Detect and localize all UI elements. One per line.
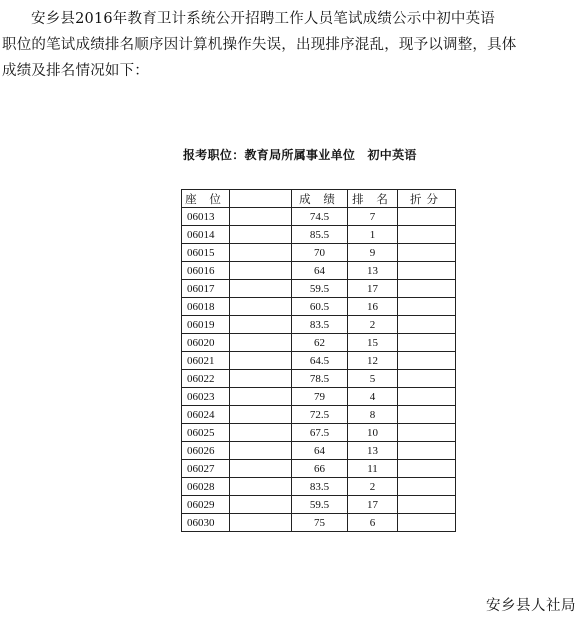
- name-cell-redacted: [230, 244, 292, 262]
- score-cell: 70: [292, 244, 348, 262]
- seat-cell: 06028: [182, 478, 230, 496]
- rank-cell: 10: [348, 424, 398, 442]
- score-cell: 59.5: [292, 496, 348, 514]
- adjusted-score-cell: [398, 352, 456, 370]
- rank-cell: 2: [348, 478, 398, 496]
- adjusted-score-cell: [398, 244, 456, 262]
- name-cell-redacted: [230, 388, 292, 406]
- name-cell-redacted: [230, 334, 292, 352]
- adjusted-score-cell: [398, 370, 456, 388]
- table-row: [182, 316, 456, 334]
- score-cell: 74.5: [292, 208, 348, 226]
- score-table: [181, 189, 456, 532]
- table-row: [182, 352, 456, 370]
- score-cell: 67.5: [292, 424, 348, 442]
- score-cell: 59.5: [292, 280, 348, 298]
- header-name-redacted: [230, 190, 292, 208]
- score-cell: 72.5: [292, 406, 348, 424]
- header-rank: 排 名: [348, 190, 398, 208]
- seat-cell: 06030: [182, 514, 230, 532]
- adjusted-score-cell: [398, 406, 456, 424]
- score-cell: 64.5: [292, 352, 348, 370]
- table-row: [182, 262, 456, 280]
- seat-cell: 06014: [182, 226, 230, 244]
- table-row: [182, 388, 456, 406]
- notice-intro: [2, 6, 582, 84]
- name-cell-redacted: [230, 370, 292, 388]
- rank-cell: 6: [348, 514, 398, 532]
- table-row: [182, 442, 456, 460]
- rank-cell: 16: [348, 298, 398, 316]
- rank-cell: 4: [348, 388, 398, 406]
- table-row: [182, 208, 456, 226]
- seat-cell: 06018: [182, 298, 230, 316]
- adjusted-score-cell: [398, 298, 456, 316]
- score-cell: 75: [292, 514, 348, 532]
- intro-line-1: 安乡县2016年教育卫计系统公开招聘工作人员笔试成绩公示中初中英语: [31, 11, 495, 27]
- rank-cell: 15: [348, 334, 398, 352]
- score-table-body: [182, 208, 456, 532]
- table-row: [182, 496, 456, 514]
- intro-line-3: 成绩及排名情况如下：: [2, 63, 149, 79]
- table-row: [182, 226, 456, 244]
- adjusted-score-cell: [398, 478, 456, 496]
- name-cell-redacted: [230, 496, 292, 514]
- name-cell-redacted: [230, 208, 292, 226]
- seat-cell: 06023: [182, 388, 230, 406]
- name-cell-redacted: [230, 406, 292, 424]
- rank-cell: 1: [348, 226, 398, 244]
- adjusted-score-cell: [398, 496, 456, 514]
- name-cell-redacted: [230, 298, 292, 316]
- name-cell-redacted: [230, 460, 292, 478]
- header-seat: 座 位: [182, 190, 230, 208]
- seat-cell: 06020: [182, 334, 230, 352]
- score-cell: 83.5: [292, 316, 348, 334]
- seat-cell: 06016: [182, 262, 230, 280]
- rank-cell: 2: [348, 316, 398, 334]
- seat-cell: 06027: [182, 460, 230, 478]
- rank-cell: 12: [348, 352, 398, 370]
- rank-cell: 13: [348, 262, 398, 280]
- seat-cell: 06025: [182, 424, 230, 442]
- seat-cell: 06021: [182, 352, 230, 370]
- score-cell: 83.5: [292, 478, 348, 496]
- score-cell: 64: [292, 262, 348, 280]
- table-row: [182, 244, 456, 262]
- adjusted-score-cell: [398, 424, 456, 442]
- name-cell-redacted: [230, 424, 292, 442]
- adjusted-score-cell: [398, 262, 456, 280]
- adjusted-score-cell: [398, 280, 456, 298]
- rank-cell: 8: [348, 406, 398, 424]
- signoff: 安乡县人社局: [486, 598, 576, 614]
- header-adjusted-score: 折分: [398, 190, 456, 208]
- seat-cell: 06019: [182, 316, 230, 334]
- intro-line-2: 职位的笔试成绩排名顺序因计算机操作失误，出现排序混乱，现予以调整，具体: [2, 37, 517, 53]
- table-row: [182, 334, 456, 352]
- seat-cell: 06015: [182, 244, 230, 262]
- table-row: [182, 478, 456, 496]
- seat-cell: 06024: [182, 406, 230, 424]
- table-row: [182, 370, 456, 388]
- adjusted-score-cell: [398, 316, 456, 334]
- name-cell-redacted: [230, 442, 292, 460]
- seat-cell: 06017: [182, 280, 230, 298]
- table-title: 报考职位：教育局所属事业单位 初中英语: [183, 148, 417, 162]
- seat-cell: 06013: [182, 208, 230, 226]
- adjusted-score-cell: [398, 226, 456, 244]
- rank-cell: 7: [348, 208, 398, 226]
- table-header-row: [182, 190, 456, 208]
- rank-cell: 9: [348, 244, 398, 262]
- rank-cell: 17: [348, 280, 398, 298]
- name-cell-redacted: [230, 226, 292, 244]
- adjusted-score-cell: [398, 388, 456, 406]
- score-cell: 66: [292, 460, 348, 478]
- name-cell-redacted: [230, 514, 292, 532]
- seat-cell: 06022: [182, 370, 230, 388]
- adjusted-score-cell: [398, 442, 456, 460]
- score-cell: 60.5: [292, 298, 348, 316]
- score-cell: 62: [292, 334, 348, 352]
- score-cell: 85.5: [292, 226, 348, 244]
- table-row: [182, 514, 456, 532]
- table-row: [182, 298, 456, 316]
- rank-cell: 17: [348, 496, 398, 514]
- rank-cell: 5: [348, 370, 398, 388]
- adjusted-score-cell: [398, 460, 456, 478]
- score-cell: 64: [292, 442, 348, 460]
- seat-cell: 06026: [182, 442, 230, 460]
- score-cell: 78.5: [292, 370, 348, 388]
- adjusted-score-cell: [398, 208, 456, 226]
- table-row: [182, 280, 456, 298]
- name-cell-redacted: [230, 478, 292, 496]
- adjusted-score-cell: [398, 514, 456, 532]
- seat-cell: 06029: [182, 496, 230, 514]
- table-row: [182, 460, 456, 478]
- adjusted-score-cell: [398, 334, 456, 352]
- name-cell-redacted: [230, 262, 292, 280]
- table-row: [182, 424, 456, 442]
- name-cell-redacted: [230, 280, 292, 298]
- score-cell: 79: [292, 388, 348, 406]
- rank-cell: 13: [348, 442, 398, 460]
- name-cell-redacted: [230, 316, 292, 334]
- table-row: [182, 406, 456, 424]
- rank-cell: 11: [348, 460, 398, 478]
- header-score: 成 绩: [292, 190, 348, 208]
- name-cell-redacted: [230, 352, 292, 370]
